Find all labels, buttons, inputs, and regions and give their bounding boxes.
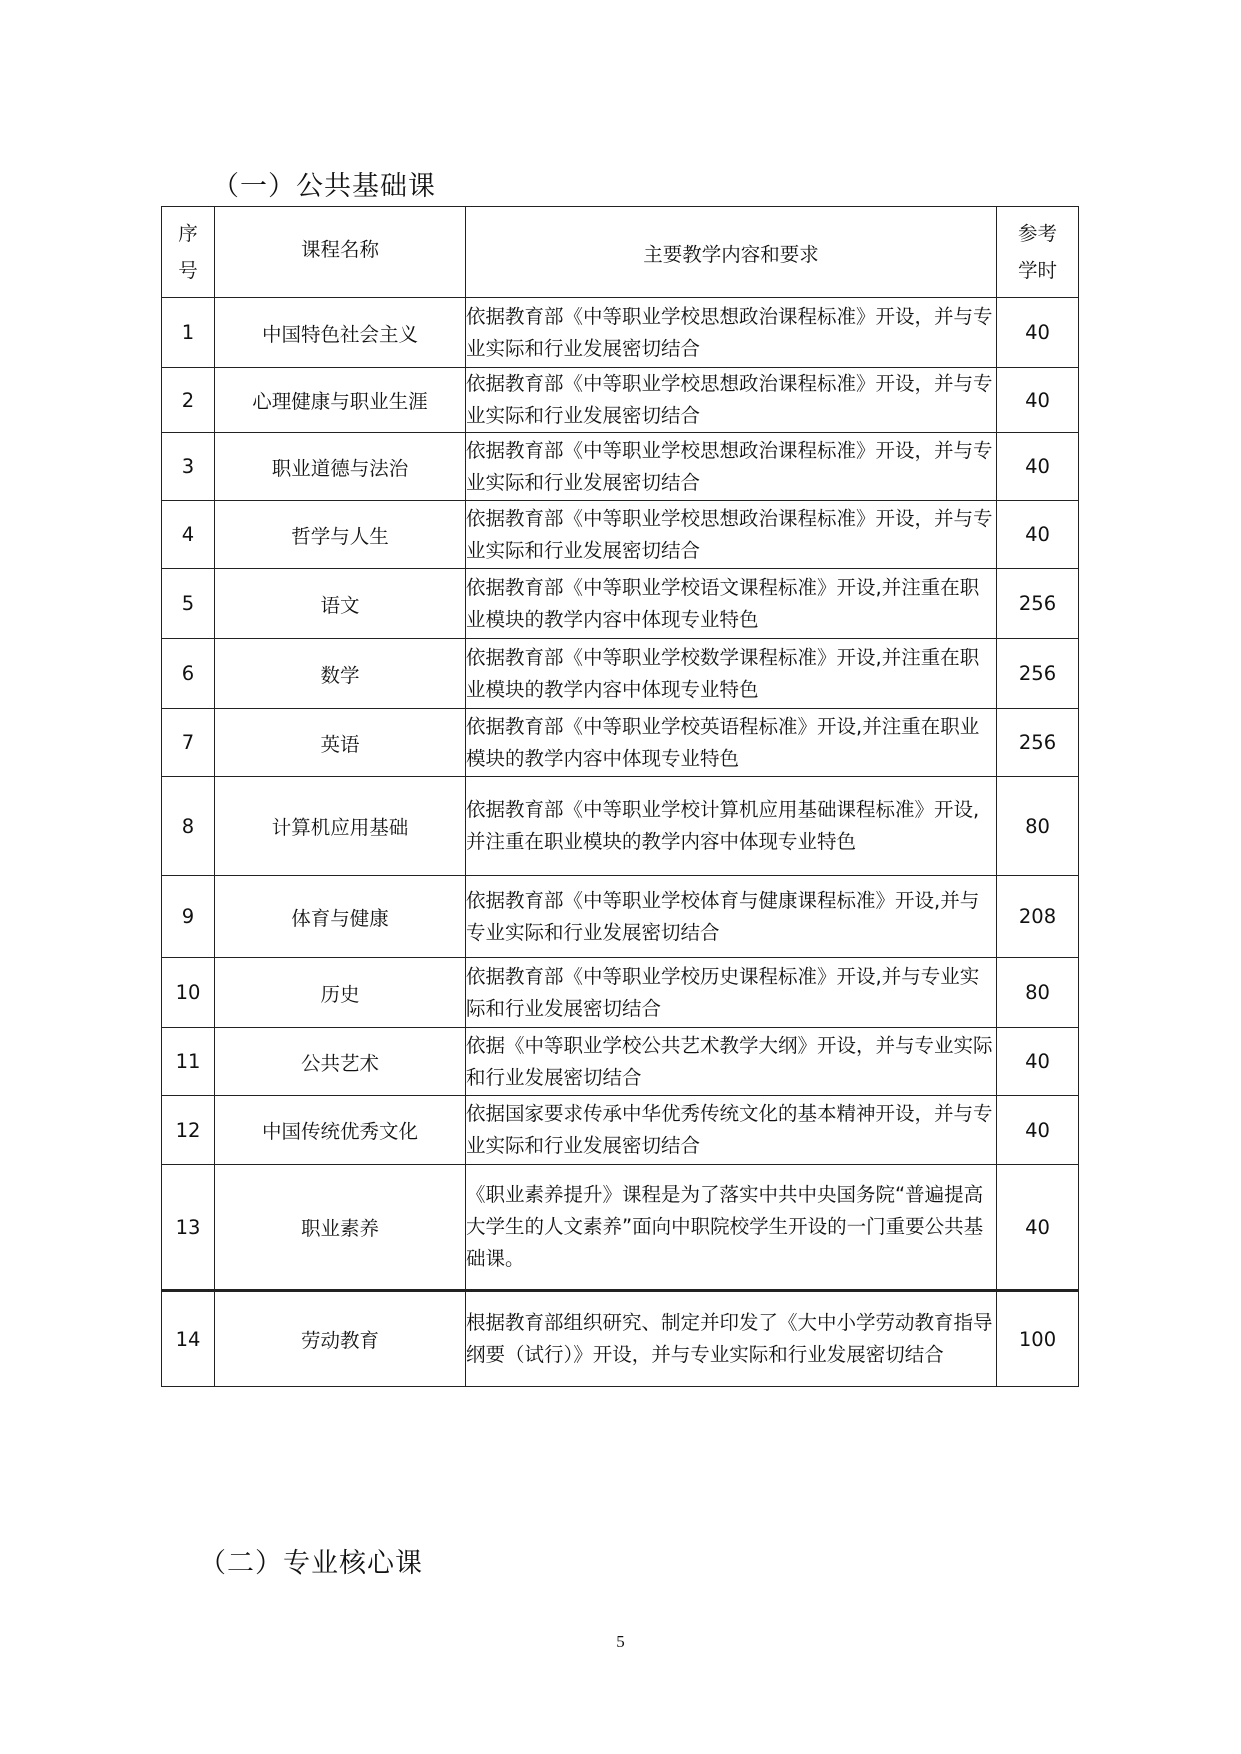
course-content: 依据《中等职业学校公共艺术教学大纲》开设，并与专业实际和行业发展密切结合 — [466, 1028, 997, 1096]
course-hours: 256 — [997, 709, 1079, 777]
course-name: 体育与健康 — [215, 876, 466, 958]
row-number: 2 — [162, 368, 215, 433]
course-content: 依据教育部《中等职业学校语文课程标准》开设,并注重在职业模块的教学内容中体现专业特色 — [466, 569, 997, 639]
row-number: 7 — [162, 709, 215, 777]
course-hours: 208 — [997, 876, 1079, 958]
course-hours: 40 — [997, 1096, 1079, 1165]
course-content: 依据教育部《中等职业学校思想政治课程标准》开设，并与专业实际和行业发展密切结合 — [466, 368, 997, 433]
course-content: 依据教育部《中等职业学校计算机应用基础课程标准》开设,并注重在职业模块的教学内容中体现专业特色 — [466, 777, 997, 876]
course-hours: 80 — [997, 958, 1079, 1028]
course-content: 根据教育部组织研究、制定并印发了《大中小学劳动教育指导纲要（试行）》开设，并与专业实际和行业发展密切结合 — [466, 1291, 997, 1387]
course-name: 职业道德与法治 — [215, 433, 466, 501]
course-name: 劳动教育 — [215, 1291, 466, 1387]
course-content: 《职业素养提升》课程是为了落实中共中央国务院“普遍提高大学生的人文素养”面向中职院校学生开设的一门重要公共基础课。 — [466, 1165, 997, 1291]
course-name: 职业素养 — [215, 1165, 466, 1291]
course-name: 哲学与人生 — [215, 501, 466, 569]
course-hours: 40 — [997, 368, 1079, 433]
course-table — [161, 206, 1079, 1387]
section-heading-professional-core: （二）专业核心课 — [199, 1548, 423, 1579]
header-no: 序号 — [162, 207, 215, 298]
course-name: 英语 — [215, 709, 466, 777]
table-row — [162, 709, 1079, 777]
header-hours: 参考学时 — [997, 207, 1079, 298]
row-number: 9 — [162, 876, 215, 958]
course-hours: 100 — [997, 1291, 1079, 1387]
row-number: 14 — [162, 1291, 215, 1387]
course-content: 依据教育部《中等职业学校思想政治课程标准》开设，并与专业实际和行业发展密切结合 — [466, 501, 997, 569]
table-row — [162, 501, 1079, 569]
course-name: 计算机应用基础 — [215, 777, 466, 876]
course-hours: 40 — [997, 1165, 1079, 1291]
section-heading-public-basic: （一）公共基础课 — [212, 171, 436, 202]
table-row — [162, 433, 1079, 501]
row-number: 13 — [162, 1165, 215, 1291]
course-hours: 80 — [997, 777, 1079, 876]
course-content: 依据教育部《中等职业学校数学课程标准》开设,并注重在职业模块的教学内容中体现专业特色 — [466, 639, 997, 709]
row-number: 6 — [162, 639, 215, 709]
course-content: 依据国家要求传承中华优秀传统文化的基本精神开设，并与专业实际和行业发展密切结合 — [466, 1096, 997, 1165]
course-content: 依据教育部《中等职业学校思想政治课程标准》开设，并与专业实际和行业发展密切结合 — [466, 433, 997, 501]
course-hours: 256 — [997, 569, 1079, 639]
row-number: 5 — [162, 569, 215, 639]
course-name: 中国传统优秀文化 — [215, 1096, 466, 1165]
course-hours: 40 — [997, 298, 1079, 368]
row-number: 8 — [162, 777, 215, 876]
course-name: 心理健康与职业生涯 — [215, 368, 466, 433]
table-row — [162, 1028, 1079, 1096]
row-number: 1 — [162, 298, 215, 368]
course-hours: 256 — [997, 639, 1079, 709]
table-row — [162, 639, 1079, 709]
table-row — [162, 298, 1079, 368]
row-number: 4 — [162, 501, 215, 569]
row-number: 11 — [162, 1028, 215, 1096]
course-hours: 40 — [997, 1028, 1079, 1096]
table-row — [162, 1291, 1079, 1387]
course-hours: 40 — [997, 501, 1079, 569]
table-row — [162, 1096, 1079, 1165]
header-content: 主要教学内容和要求 — [466, 207, 997, 298]
course-name: 历史 — [215, 958, 466, 1028]
table-header-row — [162, 207, 1079, 298]
table-row — [162, 1165, 1079, 1291]
course-content: 依据教育部《中等职业学校英语程标准》开设,并注重在职业模块的教学内容中体现专业特色 — [466, 709, 997, 777]
course-name: 语文 — [215, 569, 466, 639]
table-row — [162, 368, 1079, 433]
course-content: 依据教育部《中等职业学校思想政治课程标准》开设，并与专业实际和行业发展密切结合 — [466, 298, 997, 368]
course-content: 依据教育部《中等职业学校历史课程标准》开设,并与专业实际和行业发展密切结合 — [466, 958, 997, 1028]
table-row — [162, 569, 1079, 639]
row-number: 3 — [162, 433, 215, 501]
table-row — [162, 958, 1079, 1028]
course-hours: 40 — [997, 433, 1079, 501]
course-name: 数学 — [215, 639, 466, 709]
row-number: 12 — [162, 1096, 215, 1165]
course-content: 依据教育部《中等职业学校体育与健康课程标准》开设,并与专业实际和行业发展密切结合 — [466, 876, 997, 958]
header-name: 课程名称 — [215, 207, 466, 298]
course-name: 公共艺术 — [215, 1028, 466, 1096]
course-name: 中国特色社会主义 — [215, 298, 466, 368]
page-number: 5 — [616, 1632, 625, 1651]
table-row — [162, 777, 1079, 876]
row-number: 10 — [162, 958, 215, 1028]
table-row — [162, 876, 1079, 958]
